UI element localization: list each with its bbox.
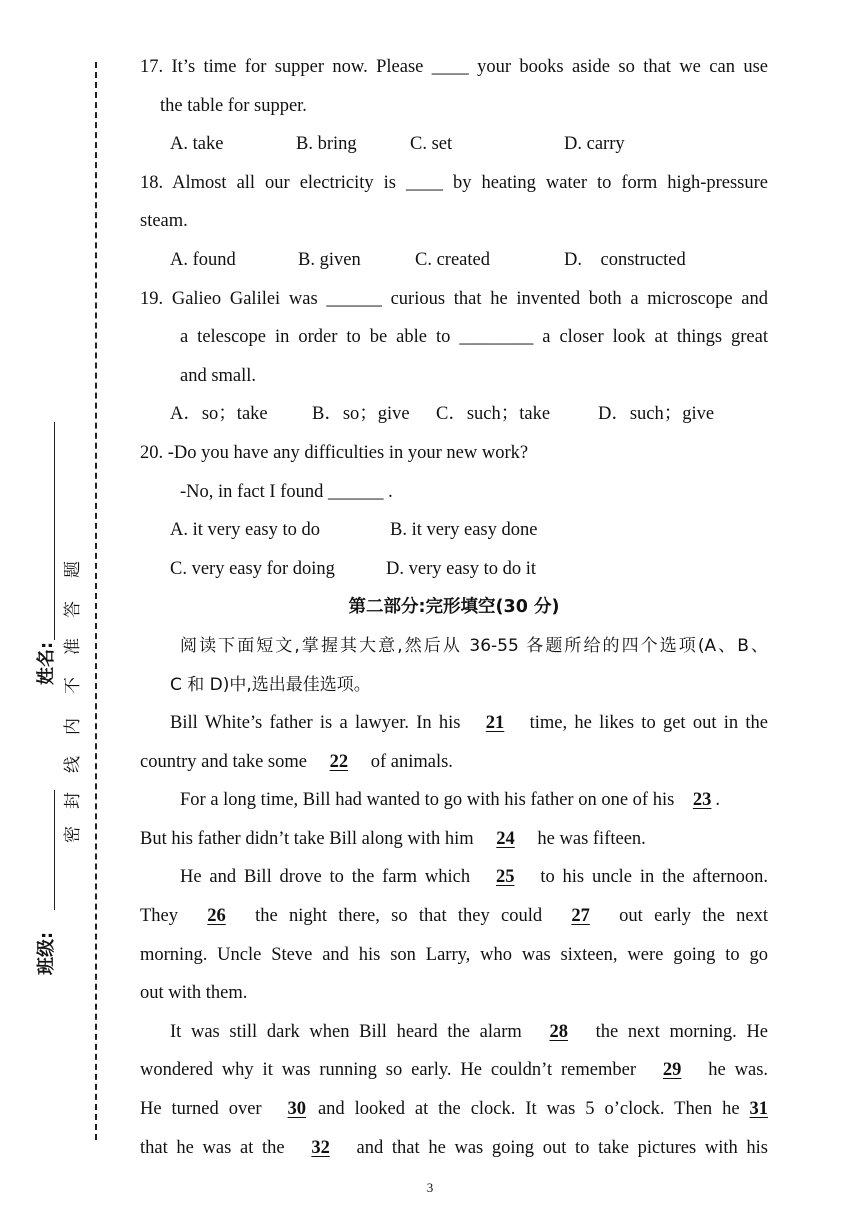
passage-line: wondered why it was running so early. He couldn’t remember 29 he was. [140, 1060, 769, 1081]
blank-21: 21 [485, 713, 505, 734]
q17-options [140, 125, 768, 164]
q19-stem: 19. Galieo Galilei was ______ curious that he invented both a microscope and [140, 288, 768, 309]
blank-32: 32 [311, 1137, 330, 1158]
seal-char: 内 [63, 718, 83, 735]
q20-stem-cont: -No, in fact I found ______ . [180, 481, 393, 502]
option: C. very easy for doing [170, 558, 335, 579]
seal-char: 不 [63, 677, 83, 694]
passage-line: country and take some 22 of animals. [140, 751, 453, 772]
blank-22: 22 [329, 751, 349, 772]
option: A. it very easy to do [170, 520, 321, 541]
blank-23: 23 [692, 790, 712, 811]
option: D. constructed [564, 249, 686, 270]
page-number: 3 [426, 1180, 434, 1195]
blank-30: 30 [287, 1099, 307, 1120]
passage-line: For a long time, Bill had wanted to go with his father on one of his 23 . [180, 790, 721, 811]
q18-stem-cont: steam. [140, 211, 188, 232]
blank-29: 29 [662, 1060, 682, 1081]
blank-26: 26 [207, 906, 226, 927]
option: D. very easy to do it [386, 558, 537, 579]
exam-content [140, 48, 768, 1167]
q20-options-row1 [140, 511, 768, 550]
option: A. take [170, 134, 224, 155]
option: B．so；give [312, 404, 410, 425]
name-underline [54, 422, 55, 640]
option: B. given [298, 249, 361, 270]
passage-line: But his father didn’t take Bill along with him 24 he was fifteen. [140, 828, 646, 849]
seal-char: 准 [63, 638, 83, 655]
passage-line: It was still dark when Bill heard the alarm 28 the next morning. He [170, 1021, 769, 1042]
q18-stem: 18. Almost all our electricity is ____ by heating water to form high-pressure [140, 172, 768, 193]
blank-27: 27 [571, 906, 590, 927]
q19-options [140, 395, 768, 434]
seal-char: 密 [63, 826, 83, 843]
section-heading: 第二部分:完形填空(30 分) [348, 597, 560, 618]
blank-31: 31 [749, 1099, 768, 1120]
q20-stem: 20. -Do you have any difficulties in your new work? [140, 442, 529, 463]
option: A．so；take [170, 404, 268, 425]
seal-char: 线 [63, 756, 83, 773]
name-label: 姓名: [36, 641, 57, 685]
section-instructions: 阅读下面短文,掌握其大意,然后从 36-55 各题所给的四个选项(A、B、 [180, 635, 768, 656]
passage-line: out with them. [140, 983, 248, 1004]
seal-char: 封 [63, 792, 83, 809]
passage-line: morning. Uncle Steve and his son Larry, who was sixteen, were going to go [140, 944, 768, 965]
option: C. set [410, 134, 453, 155]
passage-line: that he was at the 32 and that he was going out to take pictures with his [140, 1137, 769, 1158]
seal-char: 题 [63, 561, 83, 578]
q19-stem-cont: and small. [180, 365, 257, 386]
seal-char: 答 [63, 601, 83, 618]
option: C．such；take [436, 404, 551, 425]
option: C. created [415, 249, 490, 270]
passage-line: He turned over 30 and looked at the clock. It was 5 o’clock. Then he 31 [140, 1099, 768, 1120]
passage-line: He and Bill drove to the farm which 25 to his uncle in the afternoon. [180, 867, 769, 888]
blank-24: 24 [496, 828, 515, 849]
option: D. carry [564, 134, 625, 155]
q18-options [140, 241, 768, 280]
blank-28: 28 [549, 1021, 568, 1042]
passage-line: Bill White’s father is a lawyer. In his 21 time, he likes to get out in the [170, 713, 769, 734]
class-label: 班级: [36, 931, 57, 975]
q17-stem: 17. It’s time for supper now. Please ____ your books aside so that we can use [140, 57, 768, 77]
option: B. bring [296, 134, 357, 155]
blank-25: 25 [495, 867, 515, 888]
binding-dashed-line [95, 62, 97, 1140]
q17-stem-cont: the table for supper. [160, 95, 307, 116]
option: B. it very easy done [390, 520, 538, 541]
class-underline [54, 790, 55, 910]
q20-options-row2 [140, 550, 768, 589]
q19-stem-cont: a telescope in order to be able to ________ a closer look at things great [180, 327, 768, 348]
option: D．such；give [598, 404, 715, 425]
option: A. found [170, 249, 236, 270]
section-instructions-cont: C 和 D)中,选出最佳选项。 [170, 674, 371, 695]
passage-line: They 26 the night there, so that they could 27 out early the next [140, 906, 769, 927]
